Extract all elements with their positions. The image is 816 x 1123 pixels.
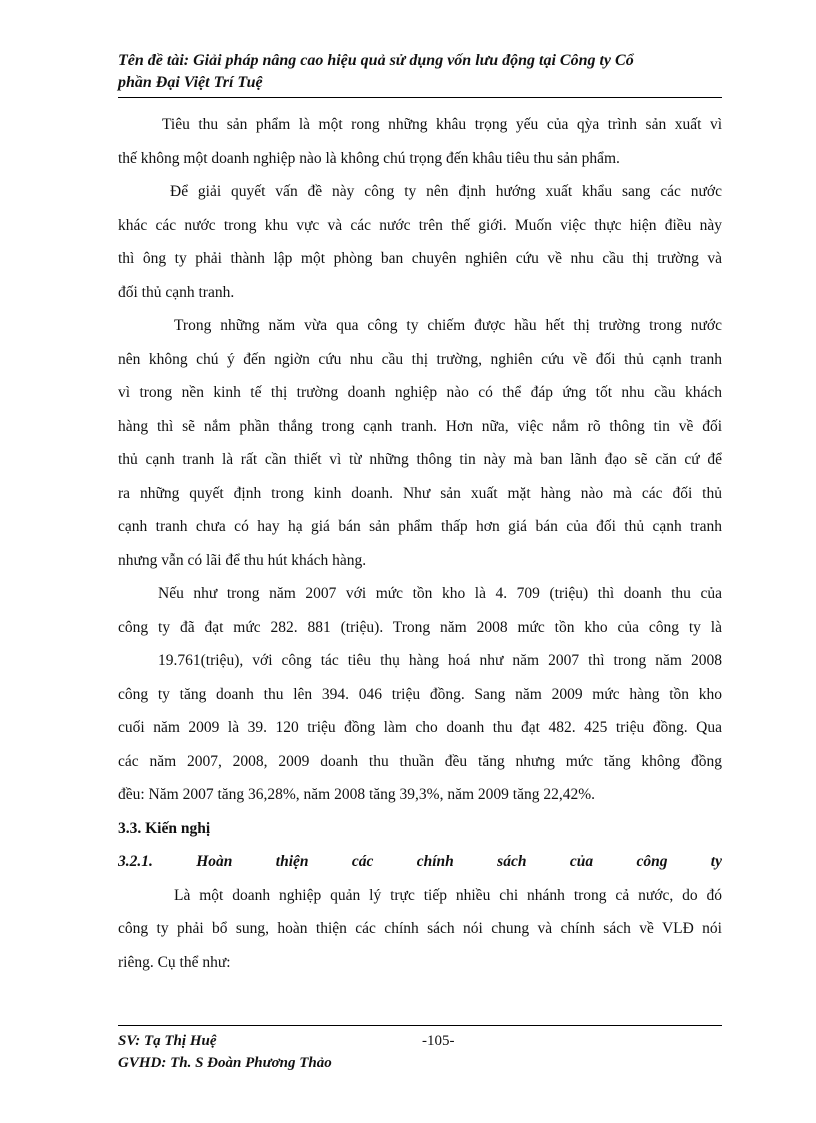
footer-divider — [118, 1025, 722, 1026]
paragraph-4-line: Nếu như trong năm 2007 với mức tồn kho là 4. 709 (triệu) thì doanh thu của — [158, 585, 722, 602]
paragraph-1-line: thế không một doanh nghiệp nào là không chú trọng đến khâu tiêu thu sản phẩm. — [118, 149, 620, 167]
document-body — [118, 108, 722, 979]
subheading-word: của — [569, 853, 594, 870]
page-number: -105- — [422, 1033, 455, 1049]
paragraph-3-line: Trong những năm vừa qua công ty chiếm được hầu hết thị trường trong nước — [174, 317, 722, 334]
paragraph-3-line: cạnh tranh chưa có hay hạ giá bán sản phẩm thấp hơn giá bán của đối thủ cạnh tranh — [118, 518, 722, 535]
subsection-heading — [118, 845, 722, 879]
subheading-word: sách — [497, 853, 527, 870]
subheading-word: công — [636, 853, 668, 870]
paragraph-5-line: riêng. Cụ thể như: — [118, 953, 231, 971]
subheading-word: thiện — [275, 853, 309, 870]
footer-advisor: GVHD: Th. S Đoàn Phương Thảo — [118, 1055, 332, 1071]
paragraph-4-line: công ty đã đạt mức 282. 881 (triệu). Trong năm 2008 mức tồn kho của công ty là — [118, 618, 722, 636]
subheading-word: các — [351, 853, 374, 870]
paragraph-3-line: vì trong nền kinh tế thị trường doanh nghiệp nào có thể đáp ứng tốt nhu cầu khách — [118, 384, 722, 401]
section-heading: 3.3. Kiến nghị — [118, 819, 211, 837]
subheading-word: ty — [710, 853, 722, 870]
header-divider — [118, 97, 722, 98]
paragraph-3-line: ra những quyết định trong kinh doanh. Như sản xuất mặt hàng nào mà các đối thủ — [118, 484, 722, 502]
paragraph-5-line: Là một doanh nghiệp quản lý trực tiếp nhiều chi nhánh trong cả nước, do đó — [174, 886, 722, 904]
subheading-word: Hoàn — [196, 853, 233, 870]
paragraph-4-line: công ty tăng doanh thu lên 394. 046 triệu đồng. Sang năm 2009 mức hàng tồn kho — [118, 685, 722, 703]
paragraph-3-line: hàng thì sẽ nắm phần thắng trong cạnh tranh. Hơn nữa, việc nắm rõ thông tin về đối — [118, 417, 722, 435]
paragraph-2-line: đối thủ cạnh tranh. — [118, 283, 235, 301]
paragraph-4-line: đều: Năm 2007 tăng 36,28%, năm 2008 tăng 39,3%, năm 2009 tăng 22,42%. — [118, 786, 595, 803]
page-footer — [118, 1030, 722, 1074]
header-title-line-2: phần Đại Việt Trí Tuệ — [118, 74, 263, 91]
paragraph-3-line: nhưng vẫn có lãi để thu hút khách hàng. — [118, 551, 367, 569]
paragraph-2-line: Để giải quyết vấn đề này công ty nên định hướng xuất khẩu sang các nước — [170, 183, 722, 200]
subheading-word: 3.2.1. — [118, 853, 153, 870]
paragraph-4-line: các năm 2007, 2008, 2009 doanh thu thuần đều tăng nhưng mức tăng không đồng — [118, 752, 722, 770]
paragraph-2-line: thì ông ty phải thành lập một phòng ban chuyên nghiên cứu về nhu cầu thị trường và — [118, 250, 722, 267]
footer-student: SV: Tạ Thị Huệ — [118, 1033, 217, 1049]
paragraph-4-line: cuối năm 2009 là 39. 120 triệu đồng làm cho doanh thu đạt 482. 425 triệu đồng. Qua — [118, 719, 722, 736]
header-title-line-1: Tên đề tài: Giải pháp nâng cao hiệu quả sử dụng vốn lưu động tại Công ty Cổ — [118, 52, 634, 69]
subheading-word: chính — [416, 853, 454, 870]
paragraph-4-line: 19.761(triệu), với công tác tiêu thụ hàng hoá như năm 2007 thì trong năm 2008 — [158, 652, 722, 669]
paragraph-3-line: thủ cạnh tranh là rất cần thiết vì từ những thông tin này mà ban lãnh đạo sẽ căn cứ để — [118, 451, 722, 468]
page-header — [118, 50, 722, 94]
paragraph-2-line: khác các nước trong khu vực và các nước trên thế giới. Muốn việc thực hiện điều này — [118, 216, 722, 234]
paragraph-1-line: Tiêu thu sản phẩm là một rong những khâu trọng yếu của qỳa trình sản xuất vì — [162, 116, 722, 133]
paragraph-5-line: công ty phải bổ sung, hoàn thiện các chính sách nói chung và chính sách về VLĐ nói — [118, 920, 722, 937]
paragraph-3-line: nên không chú ý đến ngiờn cứu nhu cầu thị trường, nghiên cứu về đối thủ cạnh tranh — [118, 350, 722, 368]
